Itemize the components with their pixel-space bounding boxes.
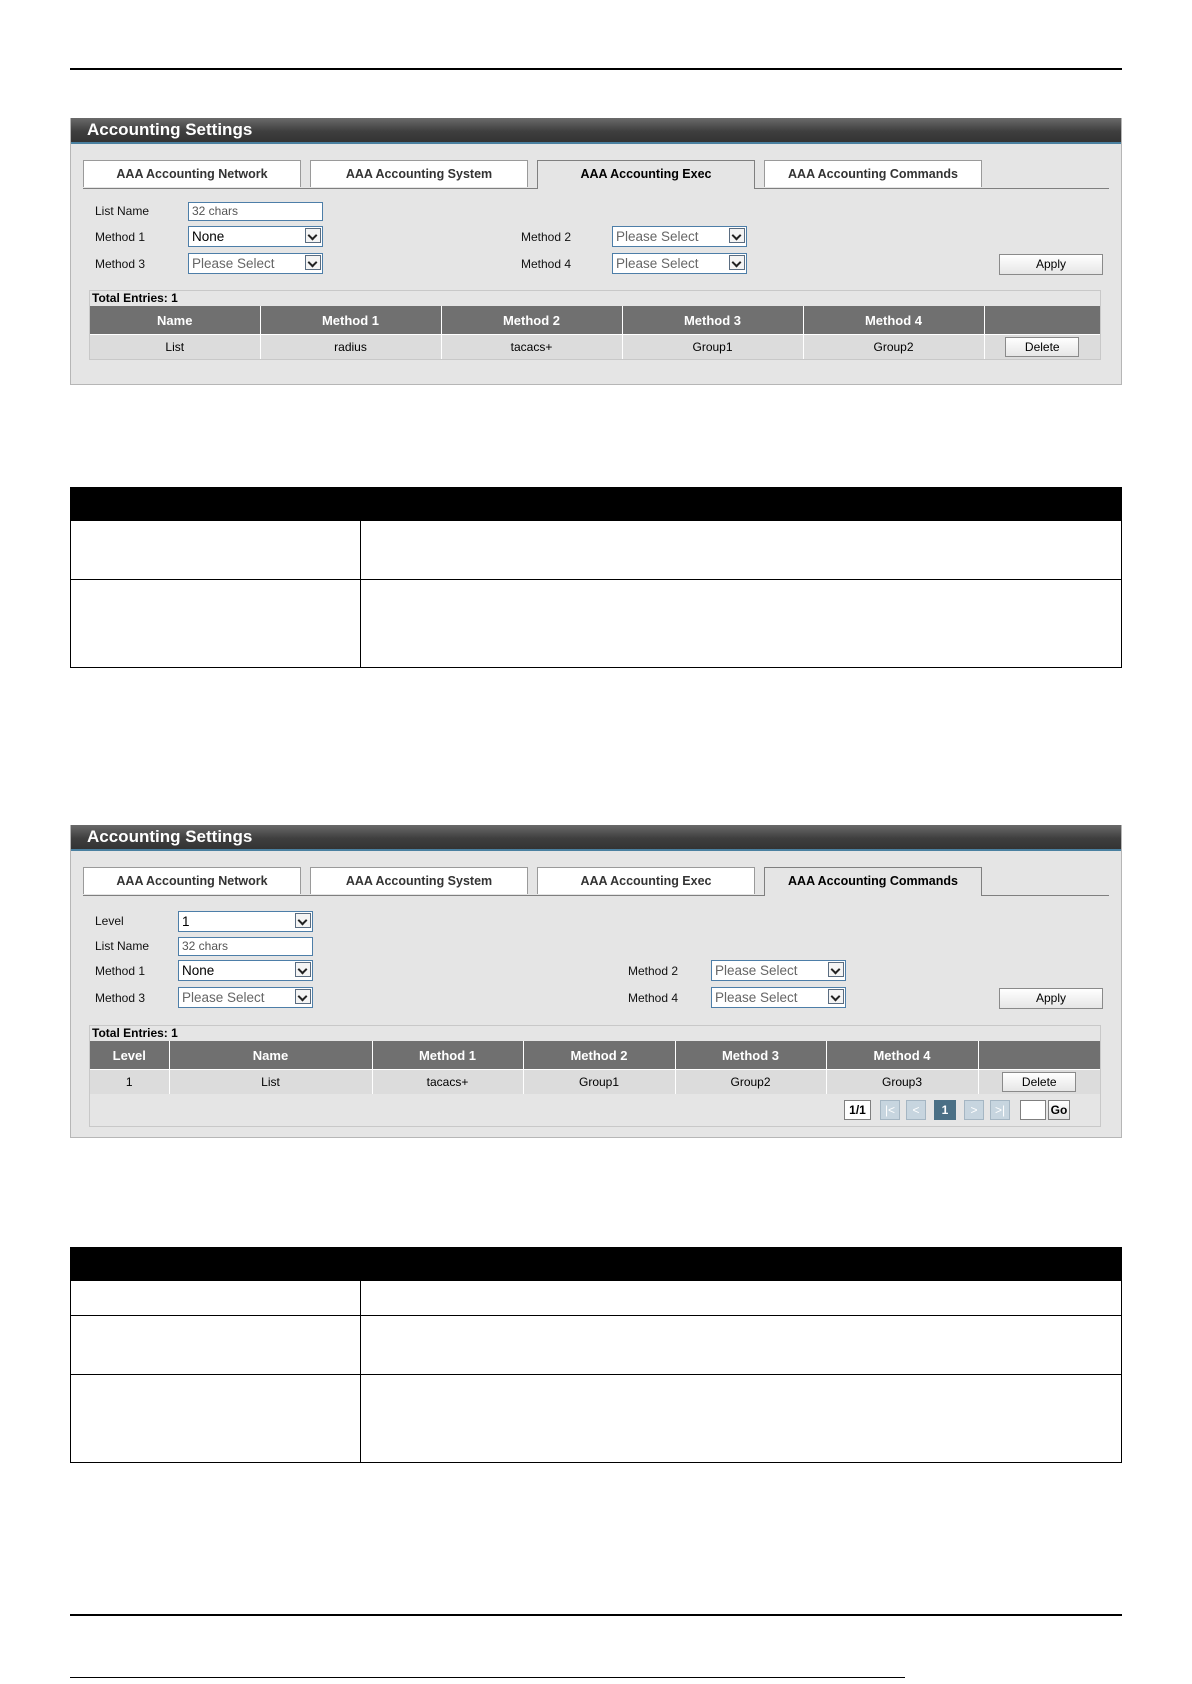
column-header-method2: Method 2	[441, 306, 622, 335]
table-row	[90, 1070, 1100, 1095]
method2-value: Please Select	[715, 963, 798, 978]
cell-method2: Group1	[523, 1070, 675, 1095]
delete-button[interactable]: Delete	[1002, 1072, 1076, 1092]
method4-label: Method 4	[628, 991, 679, 1005]
tab-aaa-accounting-exec[interactable]: AAA Accounting Exec	[537, 160, 755, 189]
column-header-method3: Method 3	[622, 306, 803, 335]
accounting-settings-panel-commands	[70, 825, 1122, 1138]
cell-method3: Group1	[622, 335, 803, 360]
cell-method2: tacacs+	[441, 335, 622, 360]
description-table	[70, 1280, 1122, 1463]
description-row	[71, 1316, 1122, 1375]
method4-label: Method 4	[521, 257, 572, 271]
description-row	[71, 1375, 1122, 1463]
description-row	[71, 580, 1122, 668]
method2-label: Method 2	[628, 964, 679, 978]
list-name-label: List Name	[95, 939, 150, 953]
chevron-down-icon	[295, 913, 311, 928]
column-header-name: Name	[90, 306, 260, 335]
method2-label: Method 2	[521, 230, 572, 244]
chevron-down-icon	[828, 989, 844, 1004]
method1-label: Method 1	[95, 964, 146, 978]
cell-name: List	[169, 1070, 372, 1095]
tab-bar	[83, 867, 1109, 896]
method1-select[interactable]	[188, 226, 323, 247]
column-header-level: Level	[90, 1041, 169, 1070]
method1-value: None	[182, 963, 215, 978]
method4-value: Please Select	[715, 990, 798, 1005]
accounting-exec-table	[90, 306, 1100, 359]
method3-select[interactable]	[188, 253, 323, 274]
chevron-down-icon	[305, 255, 321, 270]
cell-method4: Group3	[826, 1070, 978, 1095]
accounting-commands-table	[90, 1041, 1100, 1094]
description-row	[71, 1281, 1122, 1316]
page-number-input[interactable]	[1020, 1100, 1046, 1120]
tab-aaa-accounting-system[interactable]: AAA Accounting System	[310, 160, 528, 187]
apply-button[interactable]: Apply	[999, 254, 1103, 275]
method2-value: Please Select	[616, 229, 699, 244]
level-select[interactable]	[178, 911, 313, 932]
chevron-down-icon	[305, 228, 321, 243]
method4-value: Please Select	[616, 256, 699, 271]
column-header-method1: Method 1	[260, 306, 441, 335]
method3-label: Method 3	[95, 257, 146, 271]
tab-aaa-accounting-system[interactable]: AAA Accounting System	[310, 867, 528, 894]
go-button[interactable]: Go	[1048, 1100, 1070, 1120]
description-table-header	[70, 1247, 1122, 1280]
column-header-action	[984, 306, 1100, 335]
cell-method4: Group2	[803, 335, 984, 360]
current-page-button[interactable]: 1	[934, 1100, 956, 1120]
cell-method1: radius	[260, 335, 441, 360]
footer-thin-rule	[70, 1677, 905, 1678]
level-label: Level	[95, 914, 124, 928]
column-header-action	[978, 1041, 1100, 1070]
method1-label: Method 1	[95, 230, 146, 244]
next-page-button[interactable]: >	[964, 1100, 984, 1120]
chevron-down-icon	[828, 962, 844, 977]
chevron-down-icon	[729, 255, 745, 270]
method3-value: Please Select	[192, 256, 275, 271]
method2-select[interactable]	[711, 960, 846, 981]
list-name-input[interactable]: 32 chars	[178, 937, 313, 956]
cell-method1: tacacs+	[372, 1070, 523, 1095]
pagination	[844, 1100, 1094, 1122]
column-header-method1: Method 1	[372, 1041, 523, 1070]
last-page-button[interactable]: >|	[990, 1100, 1010, 1120]
column-header-method2: Method 2	[523, 1041, 675, 1070]
apply-button[interactable]: Apply	[999, 988, 1103, 1009]
column-header-method3: Method 3	[675, 1041, 826, 1070]
description-table	[70, 520, 1122, 668]
tab-aaa-accounting-commands[interactable]: AAA Accounting Commands	[764, 867, 982, 896]
tab-aaa-accounting-commands[interactable]: AAA Accounting Commands	[764, 160, 982, 187]
first-page-button[interactable]: |<	[880, 1100, 900, 1120]
total-entries: Total Entries: 1	[92, 291, 178, 305]
cell-action	[978, 1070, 1100, 1095]
tab-bar	[83, 160, 1109, 189]
method1-value: None	[192, 229, 225, 244]
tab-aaa-accounting-network[interactable]: AAA Accounting Network	[83, 867, 301, 894]
method4-select[interactable]	[711, 987, 846, 1008]
chevron-down-icon	[295, 962, 311, 977]
description-row	[71, 521, 1122, 580]
delete-button[interactable]: Delete	[1005, 337, 1079, 357]
panel-title: Accounting Settings	[71, 118, 1121, 144]
chevron-down-icon	[729, 228, 745, 243]
list-name-label: List Name	[95, 204, 150, 218]
cell-method3: Group2	[675, 1070, 826, 1095]
list-name-input[interactable]: 32 chars	[188, 202, 323, 221]
prev-page-button[interactable]: <	[906, 1100, 926, 1120]
column-header-method4: Method 4	[803, 306, 984, 335]
tab-aaa-accounting-network[interactable]: AAA Accounting Network	[83, 160, 301, 187]
entries-box	[89, 1025, 1101, 1127]
entries-box	[89, 290, 1101, 360]
cell-action	[984, 335, 1100, 360]
header-rule	[70, 68, 1122, 70]
level-value: 1	[182, 914, 190, 929]
method4-select[interactable]	[612, 253, 747, 274]
method1-select[interactable]	[178, 960, 313, 981]
chevron-down-icon	[295, 989, 311, 1004]
panel-title: Accounting Settings	[71, 825, 1121, 851]
method3-label: Method 3	[95, 991, 146, 1005]
cell-name: List	[90, 335, 260, 360]
page-count: 1/1	[844, 1100, 871, 1120]
table-row	[90, 335, 1100, 360]
method2-select[interactable]	[612, 226, 747, 247]
tab-aaa-accounting-exec[interactable]: AAA Accounting Exec	[537, 867, 755, 894]
total-entries: Total Entries: 1	[92, 1026, 178, 1040]
accounting-settings-panel-exec	[70, 118, 1122, 385]
footer-rule	[70, 1614, 1122, 1616]
method3-value: Please Select	[182, 990, 265, 1005]
method3-select[interactable]	[178, 987, 313, 1008]
column-header-name: Name	[169, 1041, 372, 1070]
cell-level: 1	[90, 1070, 169, 1095]
description-table-header	[70, 487, 1122, 520]
column-header-method4: Method 4	[826, 1041, 978, 1070]
